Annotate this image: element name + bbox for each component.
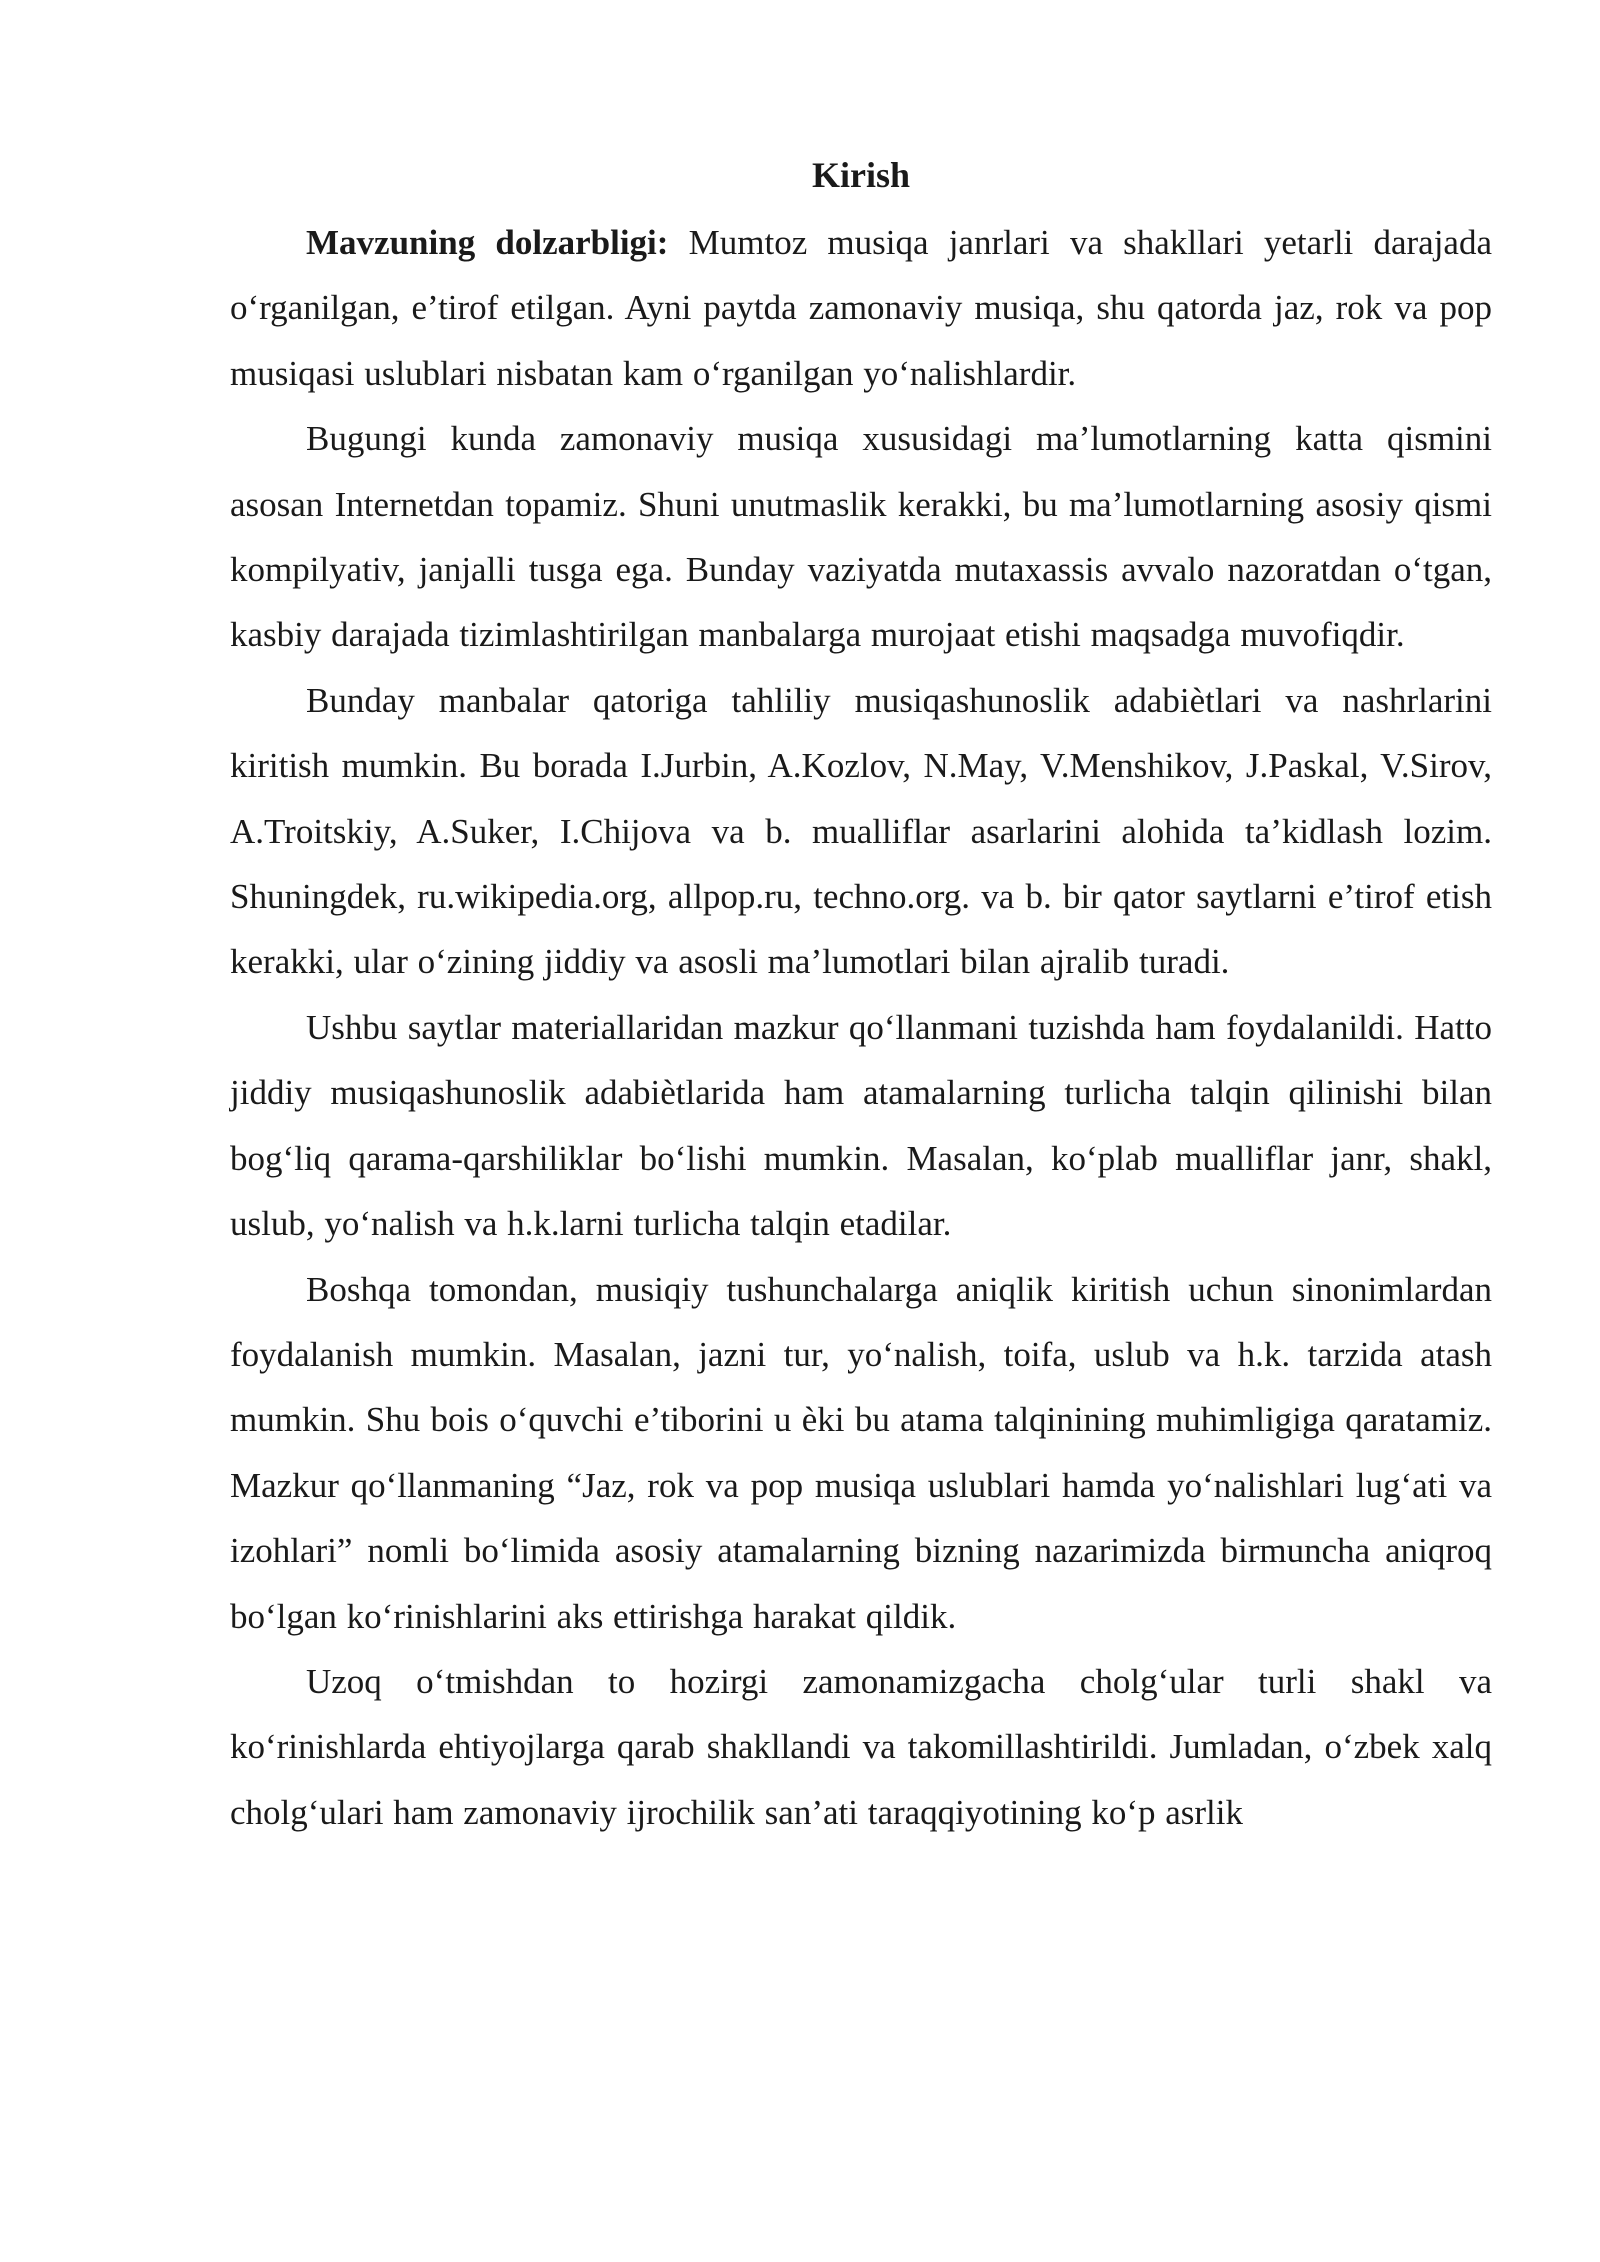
paragraph-synonyms: Boshqa tomondan, musiqiy tushunchalarga aniqlik kiritish uchun sinonimlardan foydalanish mumkin. Masalan, jazni tur, yo‘nalish, toifa, uslub va h.k. tarzida atash mumkin. Shu bois o‘quvchi e’tiborini u èki bu atama talqinining muhimligiga qaratamiz. Mazkur qo‘llanmaning “Jaz, rok va pop musiqa uslublari hamda yo‘nalishlari lug‘ati va izohlari” nomli bo‘limida asosiy atamalarning bizning nazarimizda birmuncha aniqroq bo‘lgan ko‘rinishlarini aks ettirishga harakat qildik. — [230, 1269, 1492, 1636]
intro-text: Mumtoz musiqa janrlari va shakllari yetarli darajada o‘rganilgan, e’tirof etilgan. Ayni paytda zamonaviy musiqa, shu qatorda jaz, rok va pop musiqasi uslublari nisbatan kam o‘rganilgan yo‘nalishlardir. — [230, 223, 1492, 393]
paragraph-internet-sources: Bugungi kunda zamonaviy musiqa xususidagi ma’lumotlarning katta qismini asosan Internetdan topamiz. Shuni unutmaslik kerakki, bu ma’lumotlarning asosiy qismi kompilyativ, janjalli tusga ega. Bunday vaziyatda mutaxassis avvalo nazoratdan o‘tgan, kasbiy darajada tizimlashtirilgan manbalarga murojaat etishi maqsadga muvofiqdir. — [230, 419, 1492, 655]
document-page — [230, 145, 1492, 1845]
intro-paragraph — [230, 210, 1492, 406]
paragraph-instruments: Uzoq o‘tmishdan to hozirgi zamonamizgacha cholg‘ular turli shakl va ko‘rinishlarda ehtiyojlarga qarab shakllandi va takomillashtirildi. Jumladan, o‘zbek xalq cholg‘ulari ham zamonaviy ijrochilik san’ati taraqqiyotining ko‘p asrlik — [230, 1661, 1492, 1832]
paragraph-literature: Bunday manbalar qatoriga tahliliy musiqashunoslik adabiètlari va nashrlarini kiritish mumkin. Bu borada I.Jurbin, A.Kozlov, N.May, V.Menshikov, J.Paskal, V.Sirov, A.Troitskiy, A.Suker, I.Chijova va b. mualliflar asarlarini alohida ta’kidlash lozim. Shuningdek, ru.wikipedia.org, allpop.ru, techno.org. va b. bir qator saytlarni e’tirof etish kerakki, ular o‘zining jiddiy va asosli ma’lumotlari bilan ajralib turadi. — [230, 680, 1492, 982]
intro-lead: Mavzuning dolzarbligi: — [306, 223, 669, 262]
paragraph-sites-usage: Ushbu saytlar materiallaridan mazkur qo‘llanmani tuzishda ham foydalanildi. Hatto jiddiy musiqashunoslik adabiètlarida ham atamalarning turlicha talqin qilinishi bilan bog‘liq qarama-qarshiliklar bo‘lishi mumkin. Masalan, ko‘plab mualliflar janr, shakl, uslub, yo‘nalish va h.k.larni turlicha talqin etadilar. — [230, 1007, 1492, 1244]
section-title: Kirish — [811, 155, 910, 195]
